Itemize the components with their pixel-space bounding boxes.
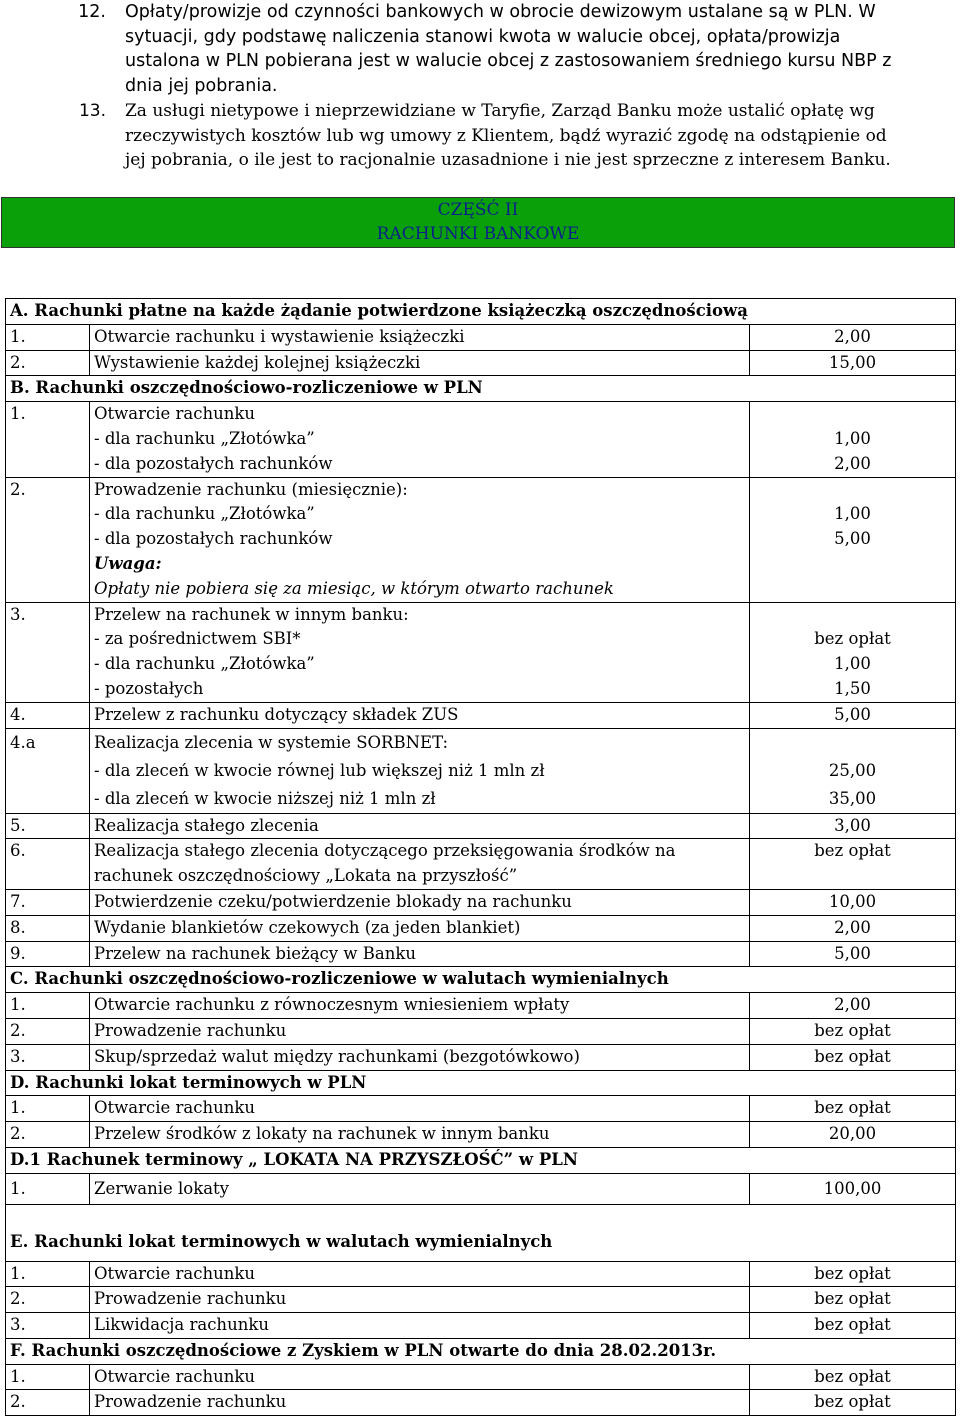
section-header-c: C. Rachunki oszczędnościowo-rozliczeniowe w walutach wymienialnych (6, 967, 956, 993)
table-row: 1. Otwarcie rachunku bez opłat (6, 1096, 956, 1122)
table-row: 1. Otwarcie rachunku bez opłat (6, 1261, 956, 1287)
banner-title: RACHUNKI BANKOWE (376, 224, 580, 244)
table-row: 6. Realizacja stałego zlecenia dotyczącego przeksięgowania środków na rachunek oszczędnościowy „Lokata na przyszłość” bez opłat (6, 839, 956, 890)
paragraph-number: 13. (78, 101, 106, 121)
table-row: 5. Realizacja stałego zlecenia 3,00 (6, 813, 956, 839)
table-row: 3. Likwidacja rachunku bez opłat (6, 1313, 956, 1339)
table-row: 2. Przelew środków z lokaty na rachunek w innym banku 20,00 (6, 1122, 956, 1148)
section-header-f: F. Rachunki oszczędnościowe z Zyskiem w PLN otwarte do dnia 28.02.2013r. (6, 1338, 956, 1364)
table-row: 2. Wystawienie każdej kolejnej książeczki 15,00 (6, 350, 956, 376)
section-header-e: E. Rachunki lokat terminowych w walutach wymienialnych (6, 1204, 956, 1261)
table-row: 7. Potwierdzenie czeku/potwierdzenie blokady na rachunku 10,00 (6, 889, 956, 915)
table-row: 2. Prowadzenie rachunku bez opłat (6, 1018, 956, 1044)
table-row: 1. Otwarcie rachunku i wystawienie książeczki 2,00 (6, 324, 956, 350)
table-row: 3. Przelew na rachunek w innym banku: - za pośrednictwem SBI* - dla rachunku „Złotówka” - pozostałych bez opłat 1,00 1,50 (6, 602, 956, 702)
paragraph-text: Za usługi nietypowe i nieprzewidziane w Taryfie, Zarząd Banku może ustalić opłatę wg rzeczywistych kosztów lub wg umowy z Klientem, bądź wyrazić zgodę na odstąpienie od jej pobrania, o ile jest to racjonalnie uzasadnione i nie jest sprzeczne z interesem Banku. (125, 101, 891, 171)
table-row: 2. Prowadzenie rachunku bez opłat (6, 1390, 956, 1416)
note-title: Uwaga: (94, 553, 162, 573)
table-row: 9. Przelew na rachunek bieżący w Banku 5,00 (6, 941, 956, 967)
table-row: 1. Otwarcie rachunku z równoczesnym wniesieniem wpłaty 2,00 (6, 993, 956, 1019)
table-row: 8. Wydanie blankietów czekowych (za jeden blankiet) 2,00 (6, 915, 956, 941)
table-row: 4. Przelew z rachunku dotyczący składek ZUS 5,00 (6, 702, 956, 728)
paragraph-number: 12. (78, 2, 106, 22)
paragraph-text: Opłaty/prowizje od czynności bankowych w obrocie dewizowym ustalane są w PLN. W sytuacji, gdy podstawę naliczenia stanowi kwota w walucie obcej, opłata/prowizja ustalona w PLN pobierana jest w walucie obcej z zastosowaniem średniego kursu NBP z dnia jej pobrania. (125, 2, 892, 97)
section-header-d: D. Rachunki lokat terminowych w PLN (6, 1070, 956, 1096)
table-row: 1. Otwarcie rachunku - dla rachunku „Złotówka” - dla pozostałych rachunków 1,00 2,00 (6, 402, 956, 477)
note-text: Opłaty nie pobiera się za miesiąc, w którym otwarto rachunek (94, 578, 614, 598)
table-row: 2. Prowadzenie rachunku bez opłat (6, 1287, 956, 1313)
section-header-b: B. Rachunki oszczędnościowo-rozliczeniowe w PLN (6, 376, 956, 402)
fee-table (5, 298, 956, 1416)
table-row: 1. Otwarcie rachunku bez opłat (6, 1364, 956, 1390)
table-row: 4.a Realizacja zlecenia w systemie SORBNET: - dla zleceń w kwocie równej lub większej niż 1 mln zł - dla zleceń w kwocie niższej niż 1 mln zł 25,00 35,00 (6, 728, 956, 813)
section-banner (1, 197, 955, 248)
table-row: 3. Skup/sprzedaż walut między rachunkami (bezgotówkowo) bez opłat (6, 1044, 956, 1070)
banner-part: CZĘŚĆ II (437, 200, 519, 220)
section-header-a: A. Rachunki płatne na każde żądanie potwierdzone książeczką oszczędnościową (6, 299, 956, 325)
section-header-d1: D.1 Rachunek terminowy „ LOKATA NA PRZYSZŁOŚĆ” w PLN (6, 1147, 956, 1173)
table-row: 1. Zerwanie lokaty 100,00 (6, 1173, 956, 1204)
table-row: 2. Prowadzenie rachunku (miesięcznie): - dla rachunku „Złotówka” - dla pozostałych rachunków Uwaga: Opłaty nie pobiera się za miesiąc, w którym otwarto rachunek 1,00 5,00 (6, 477, 956, 602)
